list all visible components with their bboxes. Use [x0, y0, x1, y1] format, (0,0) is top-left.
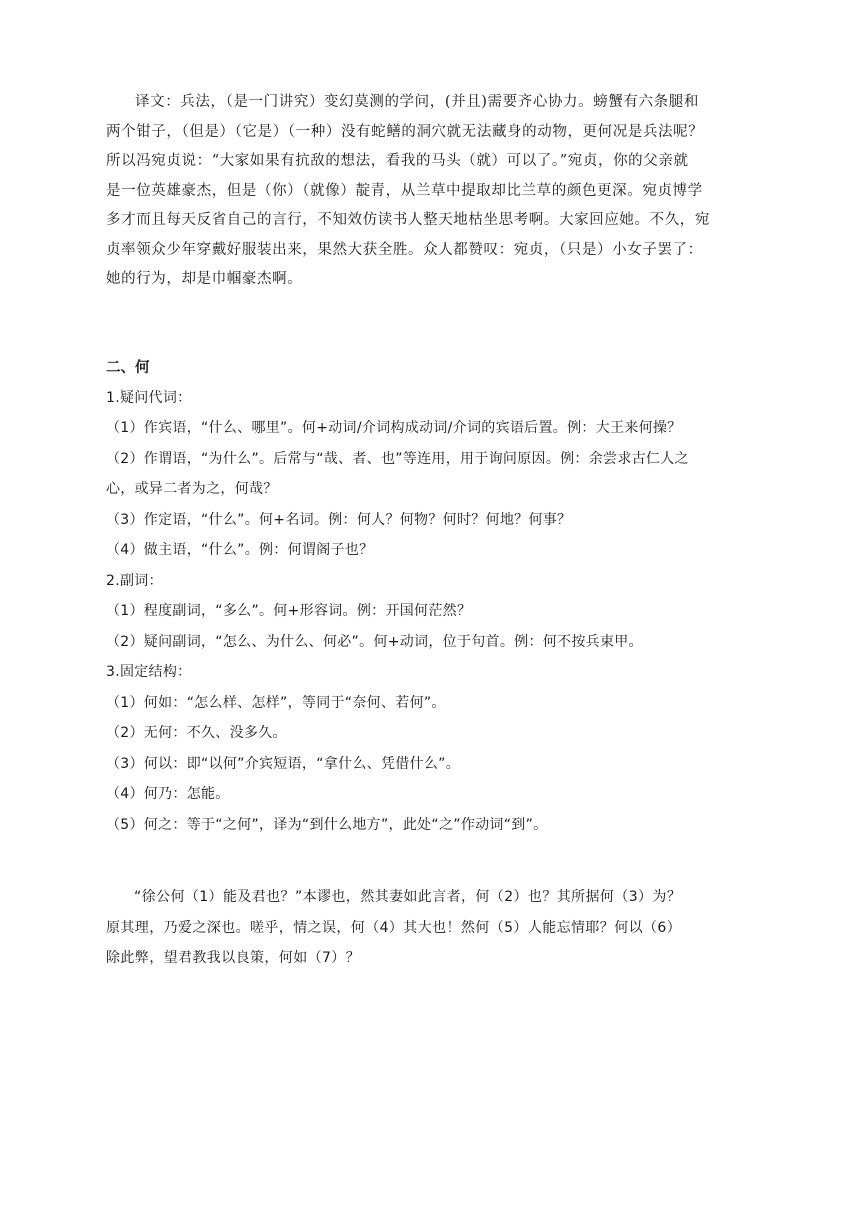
list-item: （1）程度副词，“多么”。何+形容词。例：开国何茫然？ — [106, 603, 472, 619]
list-item: （2）无何：不久、没多久。 — [106, 725, 287, 741]
exercise-line: “徐公何（1）能及君也？”本谬也，然其妻如此言者，何（2）也？其所据何（3）为？ — [134, 889, 682, 905]
document-page — [106, 88, 758, 974]
translation-line: 是一位英雄豪杰，但是（你）（就像）靛青，从兰草中提取却比兰草的颜色更深。宛贞博学 — [106, 182, 703, 199]
list-item-continuation: 心，或异二者为之，何哉？ — [106, 481, 278, 497]
translation-line: 所以冯宛贞说：“大家如果有抗敌的想法，看我的马头（就）可以了。”宛贞，你的父亲就 — [106, 153, 689, 169]
section-heading: 二、何 — [106, 359, 150, 376]
list-item: （1）作宾语，“什么、哪里”。何+动词/介词构成动词/介词的宾语后置。例：大王来何操？ — [106, 420, 682, 436]
translation-line: 多才而且每天反省自己的言行，不知效仿读书人整天地枯坐思考啊。大家回应她。不久，宛 — [106, 212, 710, 228]
list-item: （5）何之：等于“之何”，译为“到什么地方”，此处“之”作动词“到”。 — [106, 816, 548, 833]
exercise-line: 除此弊，望君教我以良策，何如（7）？ — [106, 950, 361, 966]
list-item: （3）何以：即“以何”介宾短语，“拿什么、凭借什么”。 — [106, 755, 461, 772]
exercise-paragraph — [106, 882, 758, 974]
translation-line: 贞率领众少年穿戴好服装出来，果然大获全胜。众人都赞叹：宛贞，（只是）小女子罢了： — [106, 241, 703, 258]
exercise-line: 原其理，乃爱之深也。嗟乎，情之误，何（4）其大也！然何（5）人能忘情耶？何以（6） — [106, 919, 682, 936]
subheading-fixed-structure: 3.固定结构： — [106, 664, 192, 680]
list-item: （3）作定语，“什么”。何+名词。例：何人？何物？何时？何地？何事？ — [106, 511, 572, 528]
list-item: （2）疑问副词，“怎么、为什么、何必”。何+动词，位于句首。例：何不按兵束甲。 — [106, 633, 643, 650]
translation-line: 两个钳子，（但是）（它是）（一种）没有蛇鳝的洞穴就无法藏身的动物，更何况是兵法呢？ — [106, 123, 704, 140]
list-item: （1）何如：“怎么样、怎样”，等同于“奈何、若何”。 — [106, 694, 446, 711]
list-item: （4）做主语，“什么”。例：何谓阁子也？ — [106, 542, 374, 558]
list-item: （2）作谓语，“为什么”。后常与“哉、者、也”等连用，用于询问原因。例：余尝求古仁人之 — [106, 450, 689, 467]
subheading-pronoun: 1.疑问代词： — [106, 389, 192, 406]
list-item: （4）何乃：怎能。 — [106, 786, 230, 802]
subheading-adverb: 2.副词： — [106, 572, 163, 589]
translation-paragraph — [106, 88, 758, 295]
translation-line: 她的行为，却是巾帼豪杰啊。 — [106, 271, 303, 287]
section-body — [106, 383, 758, 841]
translation-line: 译文：兵法，（是一门讲究）变幻莫测的学问，(并且)需要齐心协力。螃蟹有六条腿和 — [135, 94, 699, 110]
